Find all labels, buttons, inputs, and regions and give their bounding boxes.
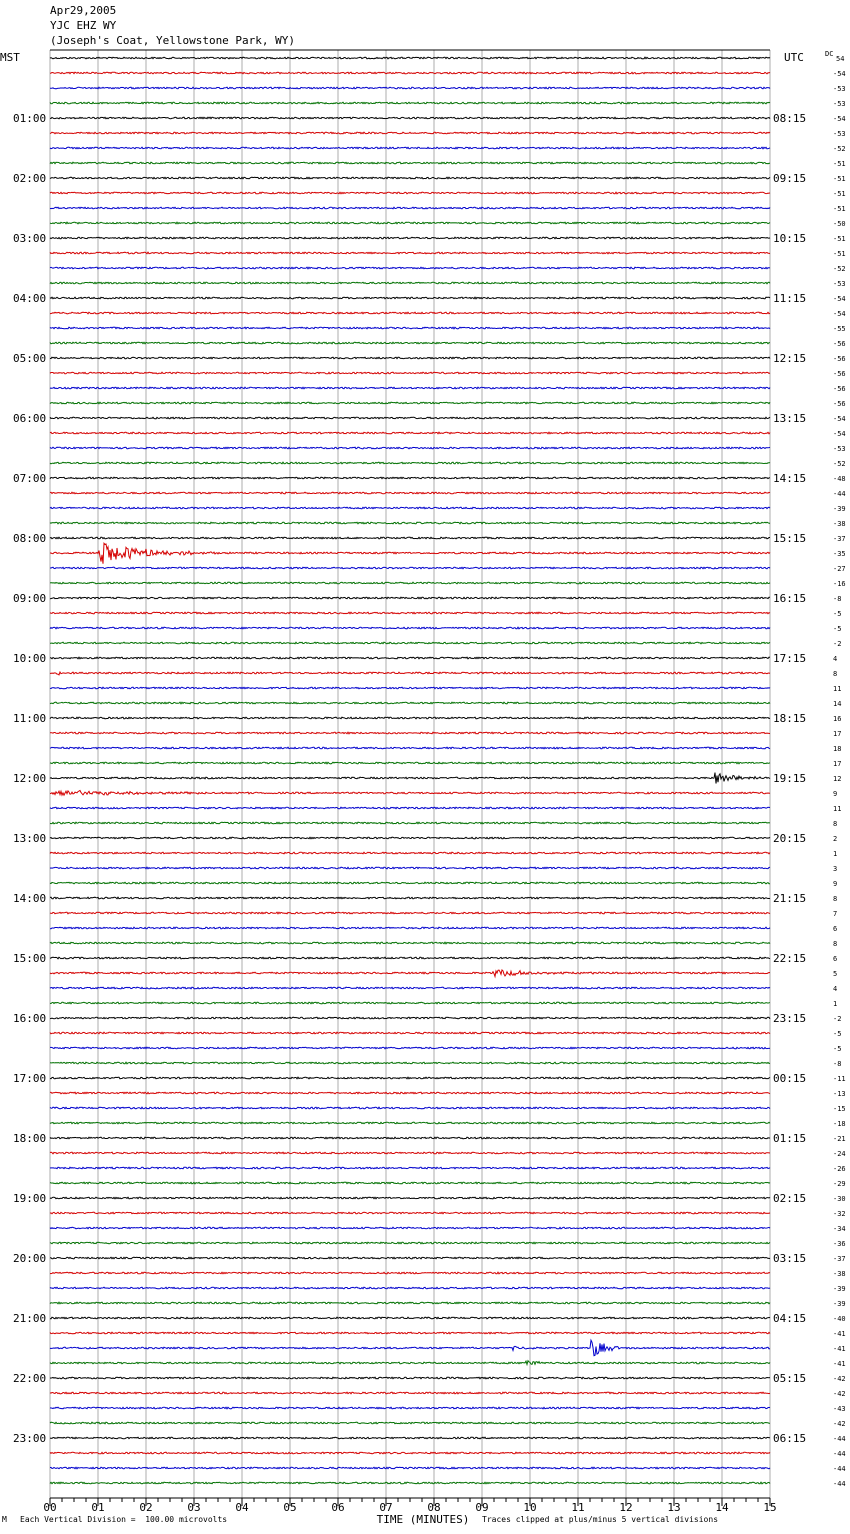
dc-offset: -39 xyxy=(833,505,846,513)
dc-offset: 8 xyxy=(833,820,838,828)
trace-74 xyxy=(50,1167,770,1169)
dc-offset: -56 xyxy=(833,355,846,363)
dc-offset: -55 xyxy=(833,325,846,333)
trace-36 xyxy=(50,597,770,599)
dc-offset: -56 xyxy=(833,400,846,408)
dc-offset: -5 xyxy=(833,625,842,633)
trace-61 xyxy=(50,970,770,977)
mst-hour-label: 20:00 xyxy=(13,1252,47,1265)
time-tick-label: 13 xyxy=(667,1501,681,1514)
trace-52 xyxy=(50,837,770,839)
trace-95 xyxy=(50,1482,770,1484)
dc-offset: -53 xyxy=(833,85,846,93)
dc-offset: 4 xyxy=(833,655,838,663)
mst-hour-label: 22:00 xyxy=(13,1372,47,1385)
header-station: YJC EHZ WY xyxy=(50,19,117,32)
trace-76 xyxy=(50,1197,770,1199)
dc-offset: 8 xyxy=(833,895,838,903)
dc-offset: -34 xyxy=(833,1225,846,1233)
dc-offset: -32 xyxy=(833,1210,846,1218)
utc-hour-label: 10:15 xyxy=(773,232,807,245)
trace-90 xyxy=(50,1407,770,1409)
utc-hour-label: 17:15 xyxy=(773,652,807,665)
time-tick-label: 12 xyxy=(619,1501,633,1514)
trace-11 xyxy=(50,222,770,224)
dc-offset: -5 xyxy=(833,610,842,618)
mst-hour-label: 01:00 xyxy=(13,112,47,125)
utc-hour-label: 21:15 xyxy=(773,892,807,905)
trace-8 xyxy=(50,177,770,179)
trace-87 xyxy=(50,1361,770,1365)
footer-scale-note: Each Vertical Division = 100.00 microvolts xyxy=(20,1515,228,1524)
trace-17 xyxy=(50,312,770,314)
dc-offset: -54 xyxy=(833,70,846,78)
trace-23 xyxy=(50,402,770,404)
trace-48 xyxy=(50,773,770,784)
time-tick-label: 01 xyxy=(91,1501,105,1514)
dc-offset: -35 xyxy=(833,550,846,558)
trace-26 xyxy=(50,447,770,449)
utc-hour-label: 04:15 xyxy=(773,1312,807,1325)
dc-offset: 2 xyxy=(833,835,838,843)
trace-68 xyxy=(50,1077,770,1079)
trace-13 xyxy=(50,252,770,254)
trace-54 xyxy=(50,867,770,869)
dc-offset: -38 xyxy=(833,1270,846,1278)
time-tick-label: 09 xyxy=(475,1501,489,1514)
dc-offset: -39 xyxy=(833,1300,846,1308)
dc-offset: 3 xyxy=(833,865,838,873)
dc-offset: -53 xyxy=(833,130,846,138)
trace-66 xyxy=(50,1047,770,1049)
trace-5 xyxy=(50,132,770,134)
dc-offset: -42 xyxy=(833,1390,846,1398)
trace-31 xyxy=(50,522,770,524)
trace-81 xyxy=(50,1272,770,1274)
dc-offset: -44 xyxy=(833,1450,846,1458)
trace-67 xyxy=(50,1062,770,1064)
trace-44 xyxy=(50,717,770,719)
dc-offset: -8 xyxy=(833,595,842,603)
time-tick-label: 07 xyxy=(379,1501,393,1514)
trace-62 xyxy=(50,987,770,989)
trace-33 xyxy=(50,543,770,563)
dc-offset: 9 xyxy=(833,880,838,888)
footer-corner-mark: M xyxy=(2,1515,7,1524)
trace-9 xyxy=(50,192,770,194)
mst-hour-label: 15:00 xyxy=(13,952,47,965)
trace-79 xyxy=(50,1242,770,1244)
dc-offset: -27 xyxy=(833,565,846,573)
dc-offset: -51 xyxy=(833,190,846,198)
dc-offset: -26 xyxy=(833,1165,846,1173)
trace-84 xyxy=(50,1317,770,1319)
dc-offset: 7 xyxy=(833,910,838,918)
trace-92 xyxy=(50,1437,770,1439)
dc-offset: 18 xyxy=(833,745,842,753)
trace-94 xyxy=(50,1467,770,1469)
dc-offset: -56 xyxy=(833,385,846,393)
dc-offset: -41 xyxy=(833,1345,846,1353)
trace-12 xyxy=(50,237,770,239)
dc-offset: -51 xyxy=(833,160,846,168)
trace-29 xyxy=(50,492,770,494)
trace-78 xyxy=(50,1227,770,1229)
trace-51 xyxy=(50,822,770,824)
labels xyxy=(0,50,846,1526)
header-location: (Joseph's Coat, Yellowstone Park, WY) xyxy=(50,34,296,47)
utc-hour-label: 12:15 xyxy=(773,352,807,365)
dc-offset: -48 xyxy=(833,475,846,483)
dc-offset: 14 xyxy=(833,700,842,708)
trace-14 xyxy=(50,267,770,269)
dc-offset: -5 xyxy=(833,1045,842,1053)
trace-82 xyxy=(50,1287,770,1289)
utc-hour-label: 06:15 xyxy=(773,1432,807,1445)
trace-85 xyxy=(50,1332,770,1334)
mst-hour-label: 14:00 xyxy=(13,892,47,905)
trace-91 xyxy=(50,1422,770,1424)
left-axis-label: MST xyxy=(0,51,20,64)
utc-hour-label: 20:15 xyxy=(773,832,807,845)
trace-59 xyxy=(50,942,770,944)
dc-offset: 5 xyxy=(833,970,838,978)
utc-hour-label: 02:15 xyxy=(773,1192,807,1205)
dc-offset: -52 xyxy=(833,265,846,273)
trace-0 xyxy=(50,57,770,59)
utc-hour-label: 03:15 xyxy=(773,1252,807,1265)
trace-28 xyxy=(50,477,770,479)
dc-offset: 9 xyxy=(833,790,838,798)
dc-offset: 1 xyxy=(833,850,838,858)
dc-offset: -54 xyxy=(833,430,846,438)
trace-3 xyxy=(50,102,770,104)
mst-hour-label: 03:00 xyxy=(13,232,47,245)
trace-47 xyxy=(50,762,770,764)
trace-60 xyxy=(50,957,770,959)
time-tick-label: 10 xyxy=(523,1501,537,1514)
dc-offset: -52 xyxy=(833,145,846,153)
trace-73 xyxy=(50,1152,770,1154)
trace-10 xyxy=(50,207,770,209)
time-tick-label: 14 xyxy=(715,1501,729,1514)
trace-93 xyxy=(50,1452,770,1454)
utc-hour-label: 08:15 xyxy=(773,112,807,125)
dc-offset: -56 xyxy=(833,340,846,348)
dc-offset: -36 xyxy=(833,1240,846,1248)
time-tick-label: 08 xyxy=(427,1501,441,1514)
trace-58 xyxy=(50,927,770,929)
trace-20 xyxy=(50,357,770,359)
dc-offset: -54 xyxy=(833,415,846,423)
utc-hour-label: 13:15 xyxy=(773,412,807,425)
mst-hour-label: 18:00 xyxy=(13,1132,47,1145)
dc-offset: -53 xyxy=(833,280,846,288)
trace-57 xyxy=(50,912,770,914)
trace-32 xyxy=(50,537,770,539)
trace-25 xyxy=(50,432,770,434)
dc-offset: -41 xyxy=(833,1360,846,1368)
dc-offset: 11 xyxy=(833,805,842,813)
dc-offset: -16 xyxy=(833,580,846,588)
utc-hour-label: 14:15 xyxy=(773,472,807,485)
time-tick-label: 02 xyxy=(139,1501,153,1514)
dc-offset: -43 xyxy=(833,1405,846,1413)
dc-offset: -37 xyxy=(833,535,846,543)
dc-offset: -42 xyxy=(833,1375,846,1383)
dc-offset: 8 xyxy=(833,670,838,678)
dc-offset: 1 xyxy=(833,1000,838,1008)
trace-49 xyxy=(50,791,770,796)
trace-35 xyxy=(50,582,770,584)
utc-hour-label: 01:15 xyxy=(773,1132,807,1145)
trace-63 xyxy=(50,1002,770,1004)
trace-53 xyxy=(50,852,770,854)
dc-offset: -13 xyxy=(833,1090,846,1098)
trace-46 xyxy=(50,747,770,749)
trace-21 xyxy=(50,372,770,374)
trace-1 xyxy=(50,72,770,74)
time-tick-label: 04 xyxy=(235,1501,249,1514)
trace-4 xyxy=(50,117,770,119)
trace-89 xyxy=(50,1392,770,1394)
dc-offset: -15 xyxy=(833,1105,846,1113)
header-date: Apr29,2005 xyxy=(50,4,117,17)
dc-offset: -51 xyxy=(833,205,846,213)
mst-hour-label: 05:00 xyxy=(13,352,47,365)
trace-56 xyxy=(50,897,770,899)
trace-group xyxy=(50,57,770,1484)
utc-hour-label: 23:15 xyxy=(773,1012,807,1025)
utc-hour-label: 05:15 xyxy=(773,1372,807,1385)
trace-72 xyxy=(50,1137,770,1139)
dc-offset: 17 xyxy=(833,760,842,768)
dc-offset: -44 xyxy=(833,490,846,498)
trace-88 xyxy=(50,1377,770,1379)
mst-hour-label: 16:00 xyxy=(13,1012,47,1025)
trace-15 xyxy=(50,282,770,284)
dc-offset: -54 xyxy=(833,310,846,318)
mst-hour-label: 19:00 xyxy=(13,1192,47,1205)
utc-hour-label: 16:15 xyxy=(773,592,807,605)
dc-offset: -39 xyxy=(833,1285,846,1293)
trace-27 xyxy=(50,462,770,464)
dc-offset: -44 xyxy=(833,1465,846,1473)
dc-offset: -18 xyxy=(833,1120,846,1128)
trace-83 xyxy=(50,1302,770,1304)
vertical-grid xyxy=(50,50,770,1498)
utc-hour-label: 19:15 xyxy=(773,772,807,785)
utc-hour-label: 22:15 xyxy=(773,952,807,965)
dc-offset: -21 xyxy=(833,1135,846,1143)
dc-offset: 6 xyxy=(833,955,838,963)
trace-69 xyxy=(50,1092,770,1094)
dc-offset: -41 xyxy=(833,1330,846,1338)
trace-34 xyxy=(50,567,770,569)
time-tick-label: 00 xyxy=(43,1501,57,1514)
utc-hour-label: 15:15 xyxy=(773,532,807,545)
dc-label: DC xyxy=(825,50,834,58)
dc-offset: -54 xyxy=(833,295,846,303)
dc-offset: -56 xyxy=(833,370,846,378)
trace-43 xyxy=(50,702,770,704)
dc-offset: -51 xyxy=(833,250,846,258)
trace-16 xyxy=(50,297,770,299)
dc-offset: -50 xyxy=(833,220,846,228)
dc-offset: -37 xyxy=(833,1255,846,1263)
utc-hour-label: 00:15 xyxy=(773,1072,807,1085)
trace-75 xyxy=(50,1182,770,1184)
x-axis-label: TIME (MINUTES) xyxy=(376,1513,470,1526)
dc-offset: 8 xyxy=(833,940,838,948)
mst-hour-label: 13:00 xyxy=(13,832,47,845)
mst-hour-label: 10:00 xyxy=(13,652,47,665)
dc-offset: -44 xyxy=(833,1435,846,1443)
trace-86 xyxy=(50,1340,770,1356)
dc-offset: 12 xyxy=(833,775,842,783)
dc-offset: 16 xyxy=(833,715,842,723)
trace-65 xyxy=(50,1032,770,1034)
dc-offset: -24 xyxy=(833,1150,846,1158)
dc-offset: 17 xyxy=(833,730,842,738)
dc-offset: 54 xyxy=(836,55,845,63)
trace-37 xyxy=(50,612,770,614)
mst-hour-label: 04:00 xyxy=(13,292,47,305)
trace-42 xyxy=(50,687,770,689)
mst-hour-label: 12:00 xyxy=(13,772,47,785)
trace-22 xyxy=(50,387,770,389)
dc-offset: -38 xyxy=(833,520,846,528)
footer-clip-note: Traces clipped at plus/minus 5 vertical divisions xyxy=(482,1515,719,1524)
utc-hour-label: 11:15 xyxy=(773,292,807,305)
dc-offset: 11 xyxy=(833,685,842,693)
mst-hour-label: 02:00 xyxy=(13,172,47,185)
trace-30 xyxy=(50,507,770,509)
trace-38 xyxy=(50,627,770,629)
mst-hour-label: 23:00 xyxy=(13,1432,47,1445)
trace-7 xyxy=(50,162,770,164)
trace-18 xyxy=(50,327,770,329)
mst-hour-label: 07:00 xyxy=(13,472,47,485)
dc-offset: -2 xyxy=(833,1015,842,1023)
trace-70 xyxy=(50,1107,770,1109)
trace-41 xyxy=(50,672,770,675)
trace-19 xyxy=(50,342,770,344)
mst-hour-label: 06:00 xyxy=(13,412,47,425)
right-axis-label: UTC xyxy=(784,51,804,64)
dc-offset: -54 xyxy=(833,115,846,123)
utc-hour-label: 18:15 xyxy=(773,712,807,725)
time-tick-label: 11 xyxy=(571,1501,585,1514)
dc-offset: -51 xyxy=(833,175,846,183)
trace-50 xyxy=(50,807,770,809)
mst-hour-label: 08:00 xyxy=(13,532,47,545)
dc-offset: -51 xyxy=(833,235,846,243)
dc-offset: -8 xyxy=(833,1060,842,1068)
dc-offset: -44 xyxy=(833,1480,846,1488)
trace-24 xyxy=(50,417,770,419)
utc-hour-label: 09:15 xyxy=(773,172,807,185)
dc-offset: 6 xyxy=(833,925,838,933)
time-tick-label: 03 xyxy=(187,1501,201,1514)
trace-80 xyxy=(50,1257,770,1259)
dc-offset: 4 xyxy=(833,985,838,993)
time-tick-label: 06 xyxy=(331,1501,345,1514)
dc-offset: -29 xyxy=(833,1180,846,1188)
trace-6 xyxy=(50,147,770,149)
dc-offset: -11 xyxy=(833,1075,846,1083)
dc-offset: -2 xyxy=(833,640,842,648)
time-tick-label: 05 xyxy=(283,1501,297,1514)
trace-39 xyxy=(50,642,770,644)
mst-hour-label: 21:00 xyxy=(13,1312,47,1325)
dc-offset: -52 xyxy=(833,460,846,468)
trace-71 xyxy=(50,1122,770,1124)
trace-2 xyxy=(50,87,770,89)
trace-64 xyxy=(50,1017,770,1019)
mst-hour-label: 11:00 xyxy=(13,712,47,725)
dc-offset: -30 xyxy=(833,1195,846,1203)
dc-offset: -42 xyxy=(833,1420,846,1428)
trace-55 xyxy=(50,882,770,884)
trace-77 xyxy=(50,1212,770,1214)
time-tick-label: 15 xyxy=(763,1501,777,1514)
mst-hour-label: 09:00 xyxy=(13,592,47,605)
trace-45 xyxy=(50,732,770,734)
dc-offset: -40 xyxy=(833,1315,846,1323)
mst-hour-label: 17:00 xyxy=(13,1072,47,1085)
dc-offset: -53 xyxy=(833,445,846,453)
dc-offset: -53 xyxy=(833,100,846,108)
dc-offset: -5 xyxy=(833,1030,842,1038)
trace-40 xyxy=(50,657,770,659)
